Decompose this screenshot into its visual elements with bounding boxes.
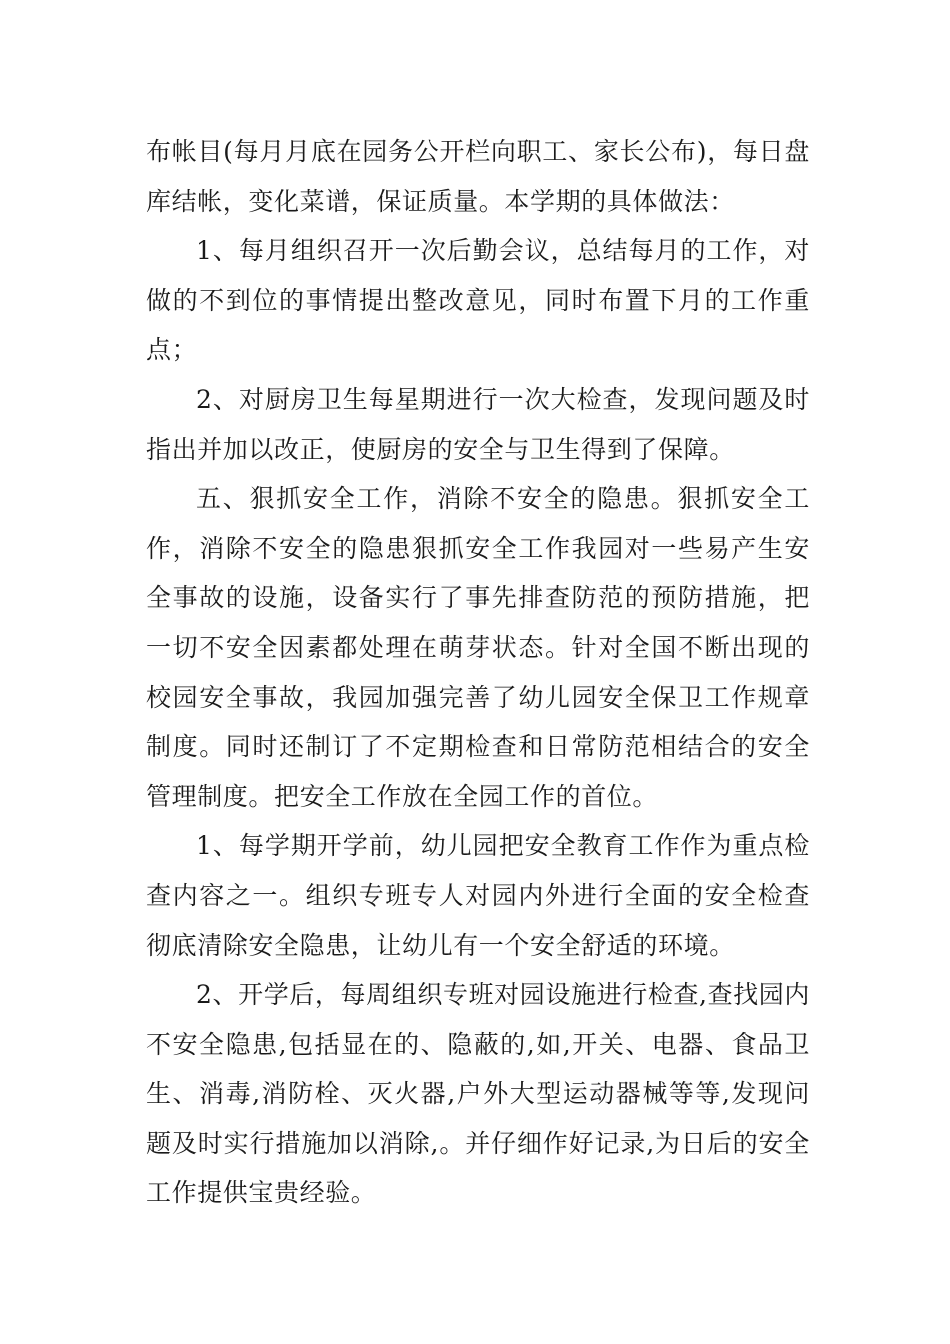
- paragraph-safety-item-1: 1、每学期开学前，幼儿园把安全教育工作作为重点检查内容之一。组织专班专人对园内外进行全面的安全检查彻底清除安全隐患，让幼儿有一个安全舒适的环境。: [146, 831, 810, 960]
- paragraph-section-5-safety: 五、狠抓安全工作，消除不安全的隐患。狠抓安全工作，消除不安全的隐患狠抓安全工作我园对一些易产生安全事故的设施，设备实行了事先排查防范的预防措施，把一切不安全因素都处理在萌芽状态。针对全国不断出现的校园安全事故，我园加强完善了幼儿园安全保卫工作规章制度。同时还制订了不定期检查和日常防范相结合的安全管理制度。把安全工作放在全园工作的首位。: [146, 484, 810, 811]
- paragraph-item-1-meetings: 1、每月组织召开一次后勤会议，总结每月的工作，对做的不到位的事情提出整改意见，同时布置下月的工作重点；: [146, 236, 810, 365]
- paragraph-item-2-kitchen: 2、对厨房卫生每星期进行一次大检查，发现问题及时指出并加以改正，使厨房的安全与卫生得到了保障。: [146, 384, 810, 464]
- body-text: [146, 127, 810, 1218]
- paragraph-safety-item-2: 2、开学后，每周组织专班对园设施进行检查,查找园内不安全隐患,包括显在的、隐蔽的,如,开关、电器、食品卫生、消毒,消防栓、灭火器,户外大型运动器械等等,发现问题及时实行措施加以消除,。并仔细作好记录,为日后的安全工作提供宝贵经验。: [146, 980, 810, 1208]
- paragraph-continuation: 布帐目(每月月底在园务公开栏向职工、家长公布)，每日盘库结帐，变化菜谱，保证质量。本学期的具体做法：: [146, 137, 810, 216]
